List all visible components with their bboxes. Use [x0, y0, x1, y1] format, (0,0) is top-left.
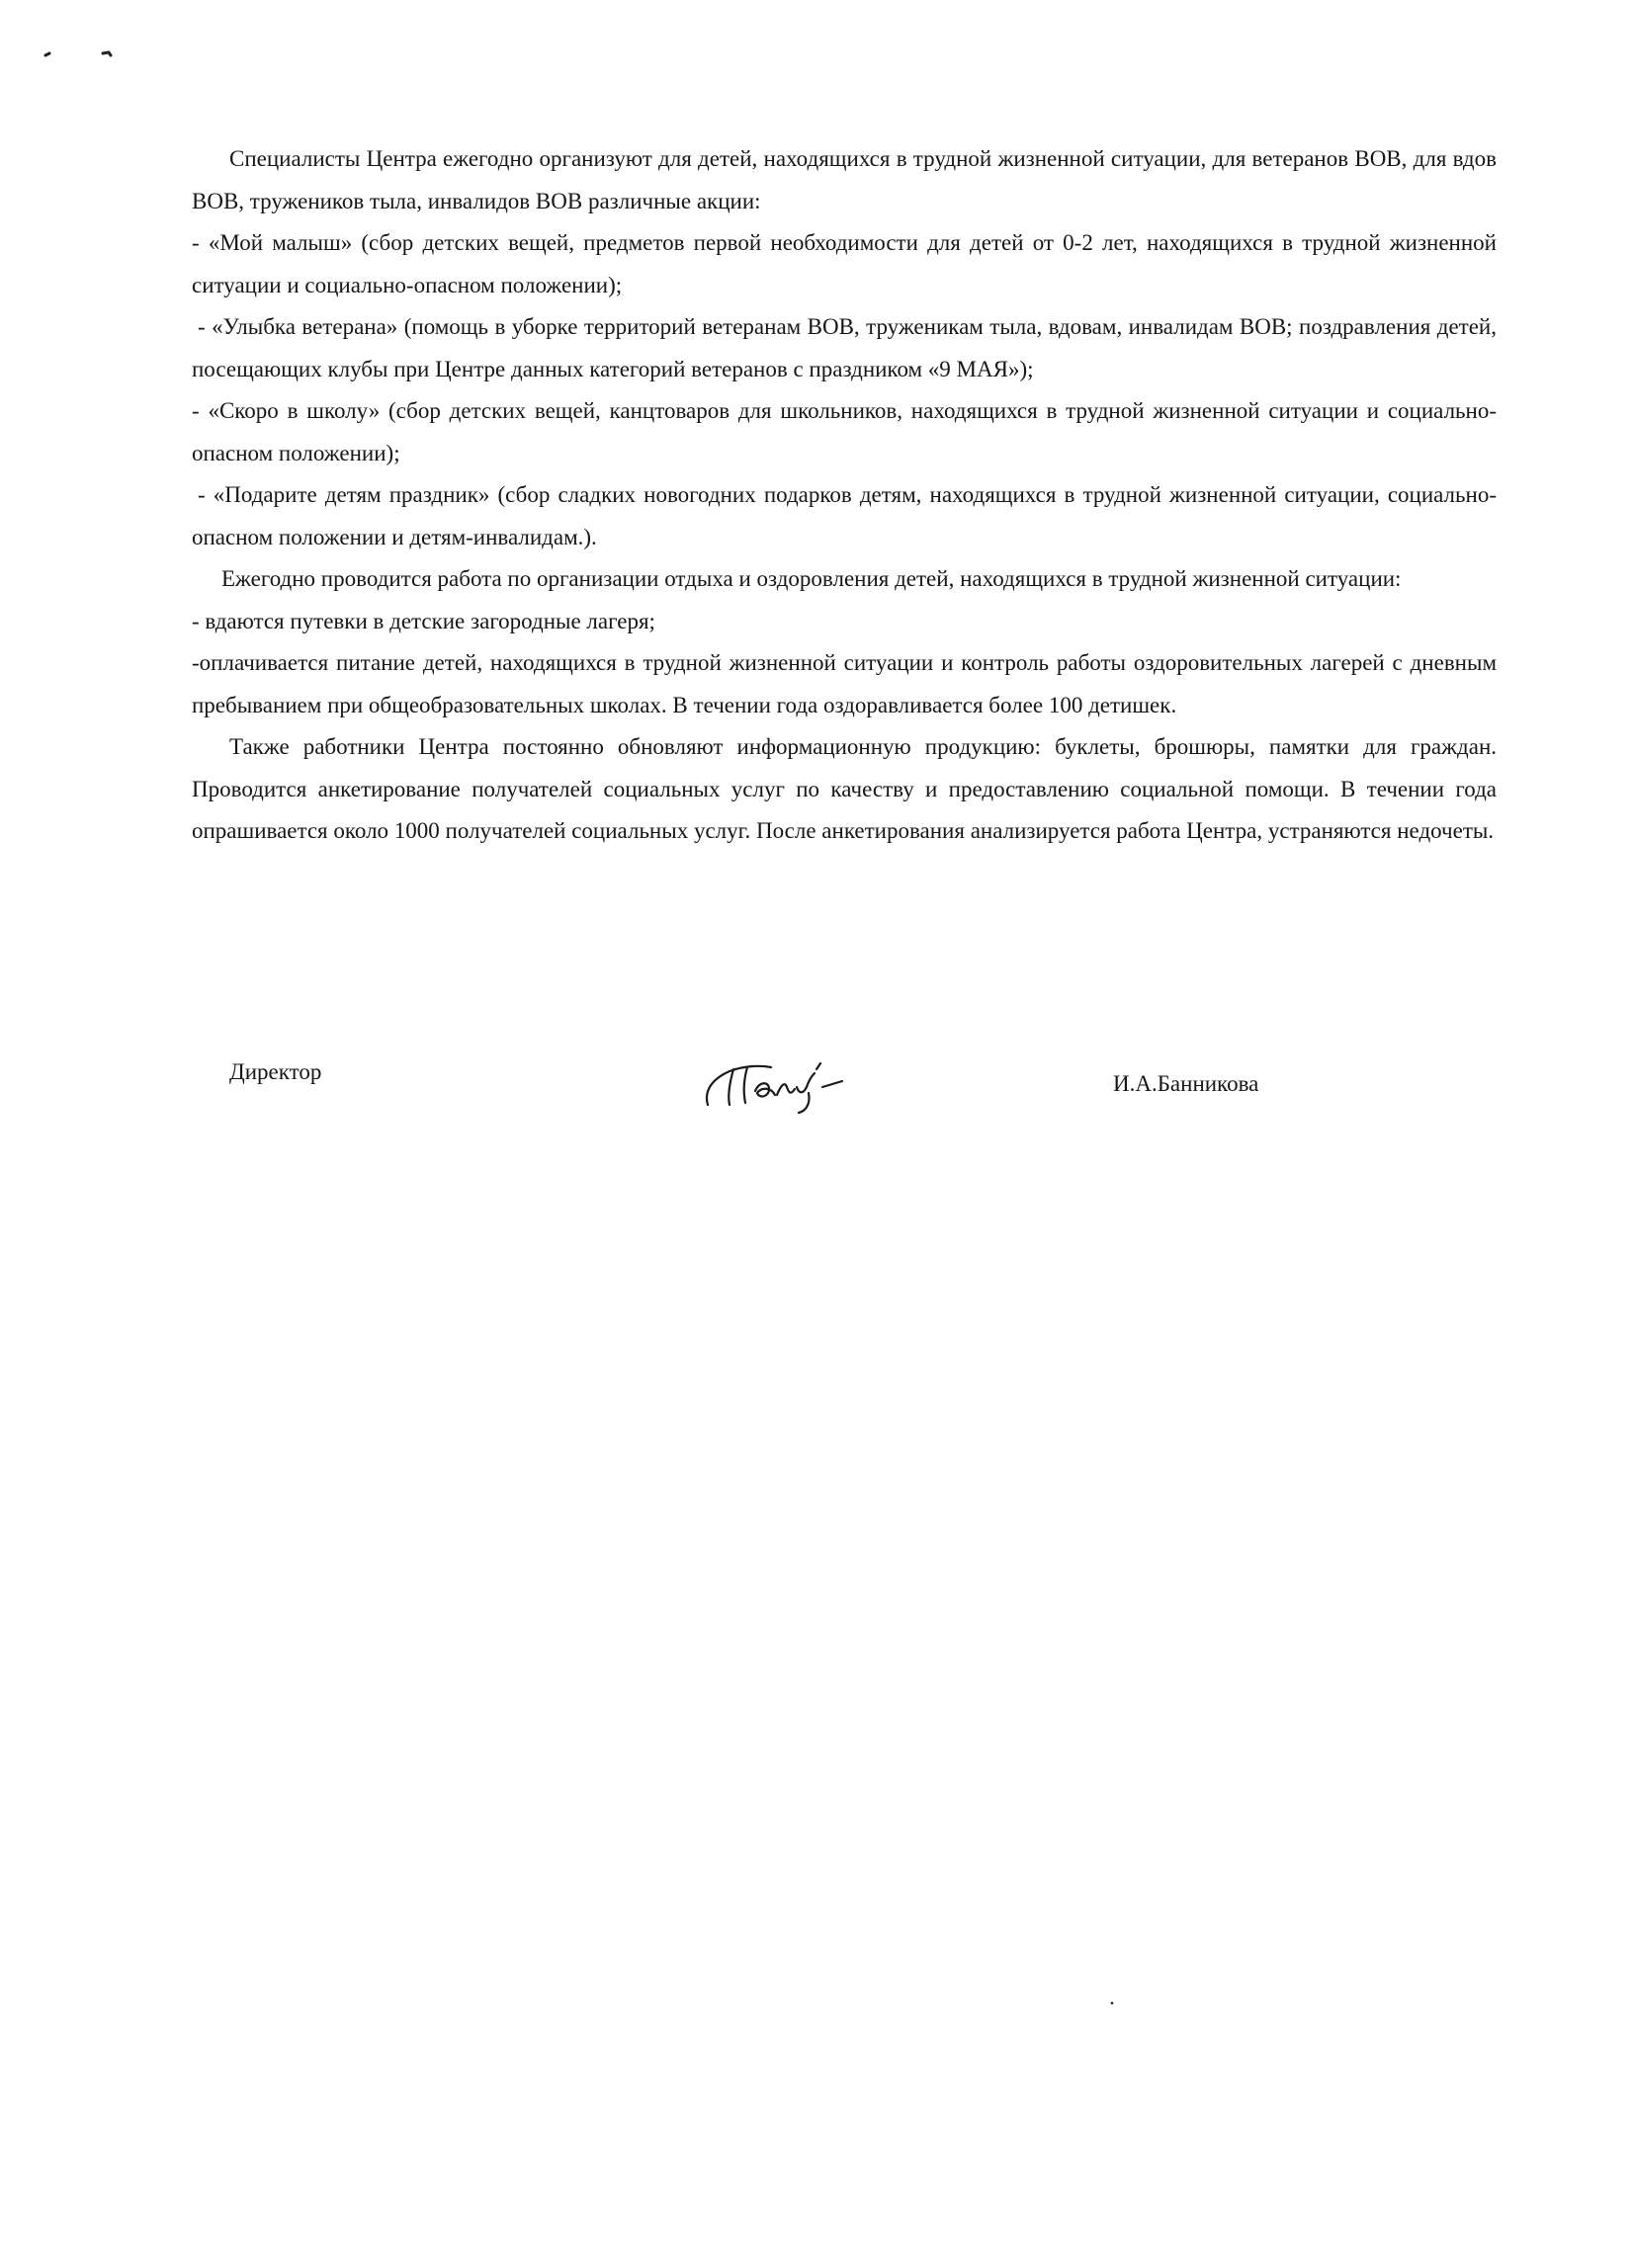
- signatory-name: И.А.Банникова: [1113, 1071, 1259, 1096]
- paragraph-informatsiya: Также работники Центра постоянно обновляют информационную продукцию: буклеты, брошюры, памятки для граждан. Проводится анкетирование получателей социальных услуг по качеству и предоставлению социальной помощи. В течении года опрашивается около 1000 получателей социальных услуг. После анкетирования анализируется работа Центра, устраняются недочеты.: [192, 734, 1497, 843]
- list-item-podarite-detyam-prazdnik: - «Подарите детям праздник» (сбор сладких новогодних подарков детям, находящихся в трудной жизненной ситуации, социально-опасном положении и детям-инвалидам.).: [192, 482, 1497, 549]
- list-item-ulybka-veterana: - «Улыбка ветерана» (помощь в уборке территорий ветеранам ВОВ, труженикам тыла, вдовам, инвалидам ВОВ; поздравления детей, посещающих клубы при Центре данных категорий ветеранов с праздником «9 МАЯ»);: [192, 314, 1497, 381]
- handwritten-signature-icon: [700, 1048, 858, 1117]
- scan-speck-icon: [1109, 2000, 1115, 2006]
- paragraph-intro: Специалисты Центра ежегодно организуют для детей, находящихся в трудной жизненной ситуации, для ветеранов ВОВ, для вдов ВОВ, тружеников тыла, инвалидов ВОВ различные акции:: [192, 146, 1497, 213]
- scan-artifact-icon: [40, 47, 119, 67]
- list-item-moy-malysh: - «Мой малыш» (сбор детских вещей, предметов первой необходимости для детей от 0-2 лет, находящихся в трудной жизненной ситуации и социально-опасном положении);: [192, 230, 1497, 297]
- document-body: [192, 138, 1497, 853]
- signature-block: [0, 1048, 1632, 1127]
- list-item-pitanie: -оплачивается питание детей, находящихся в трудной жизненной ситуации и контроль работы оздоровительных лагерей с дневным пребыванием при общеобразовательных школах. В течении года оздоравливается более 100 детишек.: [192, 650, 1497, 717]
- signatory-title: Директор: [229, 1059, 322, 1084]
- list-item-putevki: - вдаются путевки в детские загородные лагеря;: [192, 608, 655, 633]
- paragraph-otdyh: Ежегодно проводится работа по организации отдыха и оздоровления детей, находящихся в трудной жизненной ситуации:: [221, 566, 1402, 591]
- list-item-skoro-v-shkolu: - «Скоро в школу» (сбор детских вещей, канцтоваров для школьников, находящихся в трудной жизненной ситуации и социально-опасном положении);: [192, 398, 1497, 465]
